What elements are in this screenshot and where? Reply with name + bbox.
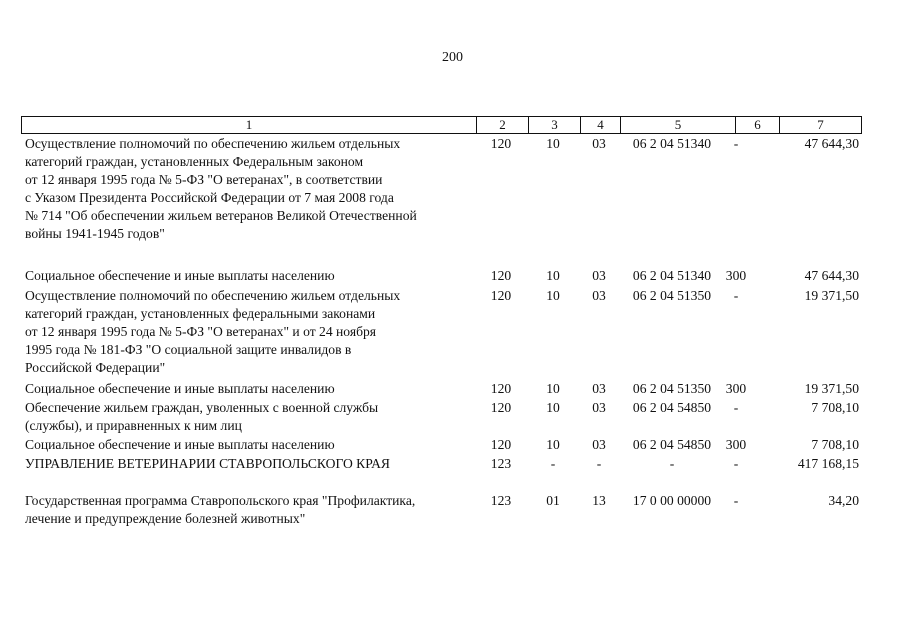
row-col-6: - [733, 456, 739, 471]
row-col-5: 06 2 04 54850 [632, 437, 712, 452]
row-amount: 19 371,50 [804, 381, 859, 396]
row-name: Социальное обеспечение и иные выплаты населению [25, 381, 335, 396]
row-col-5: 06 2 04 51340 [632, 268, 712, 283]
row-col-3: 01 [546, 493, 560, 508]
header-col-6: 6 [736, 117, 780, 133]
row-name: Осуществление полномочий по обеспечению жильем отдельных категорий граждан, установленных федеральными законами от 12 января 1995 года № 5-ФЗ "О ветеранах" и от 24 ноября 1995 года № 181-ФЗ "О социальной защите инвалидов в Российской Федерации" [25, 288, 401, 375]
row-col-5: 17 0 00 00000 [632, 493, 712, 508]
row-col-3: 10 [546, 136, 560, 151]
row-amount: 34,20 [828, 493, 859, 508]
row-col-2: 123 [490, 456, 512, 471]
row-col-4: 03 [592, 268, 606, 283]
row-col-2: 123 [490, 493, 512, 508]
row-col-4: 03 [592, 437, 606, 452]
row-col-2: 120 [490, 400, 512, 415]
header-col-1: 1 [22, 117, 477, 133]
row-amount: 19 371,50 [804, 288, 859, 303]
row-name: Социальное обеспечение и иные выплаты населению [25, 437, 335, 452]
row-col-6: 300 [725, 381, 747, 396]
row-col-2: 120 [490, 288, 512, 303]
row-amount: 47 644,30 [804, 268, 859, 283]
row-col-6: - [733, 288, 739, 303]
row-col-5: 06 2 04 51350 [632, 288, 712, 303]
row-col-2: 120 [490, 268, 512, 283]
row-col-4: 03 [592, 288, 606, 303]
header-col-4: 4 [581, 117, 621, 133]
header-col-5: 5 [621, 117, 736, 133]
row-col-6: - [733, 136, 739, 151]
row-name: Обеспечение жильем граждан, уволенных с военной службы (службы), и приравненных к ним лиц [25, 400, 379, 433]
row-col-4: - [596, 456, 602, 471]
row-col-3: - [550, 456, 556, 471]
row-amount: 417 168,15 [797, 456, 859, 471]
row-col-3: 10 [546, 400, 560, 415]
row-col-6: - [733, 493, 739, 508]
row-col-3: 10 [546, 288, 560, 303]
row-name: Осуществление полномочий по обеспечению жильем отдельных категорий граждан, установленных Федеральным законом от 12 января 1995 года № 5-ФЗ "О ветеранах", в соответствии с Указом Президента Российской Федерации от 7 мая 2008 года № 714 "Об обеспечении жильем ветеранов Великой Отечественной войны 1941-1945 годов" [25, 136, 417, 241]
row-col-2: 120 [490, 136, 512, 151]
row-col-6: - [733, 400, 739, 415]
row-col-5: 06 2 04 51350 [632, 381, 712, 396]
row-col-4: 03 [592, 136, 606, 151]
row-col-5: 06 2 04 51340 [632, 136, 712, 151]
row-col-4: 13 [592, 493, 606, 508]
row-col-5: - [669, 456, 675, 471]
row-col-2: 120 [490, 381, 512, 396]
row-col-3: 10 [546, 268, 560, 283]
row-name: Социальное обеспечение и иные выплаты населению [25, 268, 335, 283]
row-col-3: 10 [546, 437, 560, 452]
row-col-6: 300 [725, 437, 747, 452]
row-amount: 7 708,10 [811, 437, 859, 452]
page-number: 200 [442, 50, 463, 65]
header-col-2: 2 [477, 117, 529, 133]
row-col-5: 06 2 04 54850 [632, 400, 712, 415]
table-header [21, 116, 862, 134]
row-col-2: 120 [490, 437, 512, 452]
row-amount: 7 708,10 [811, 400, 859, 415]
header-col-7: 7 [817, 117, 824, 132]
row-name: Государственная программа Ставропольского края "Профилактика, лечение и предупреждение болезней животных" [25, 493, 416, 526]
row-name: УПРАВЛЕНИЕ ВЕТЕРИНАРИИ СТАВРОПОЛЬСКОГО КРАЯ [25, 456, 390, 471]
row-amount: 47 644,30 [804, 136, 859, 151]
row-col-3: 10 [546, 381, 560, 396]
row-col-4: 03 [592, 400, 606, 415]
row-col-6: 300 [725, 268, 747, 283]
row-col-4: 03 [592, 381, 606, 396]
header-col-3: 3 [529, 117, 581, 133]
